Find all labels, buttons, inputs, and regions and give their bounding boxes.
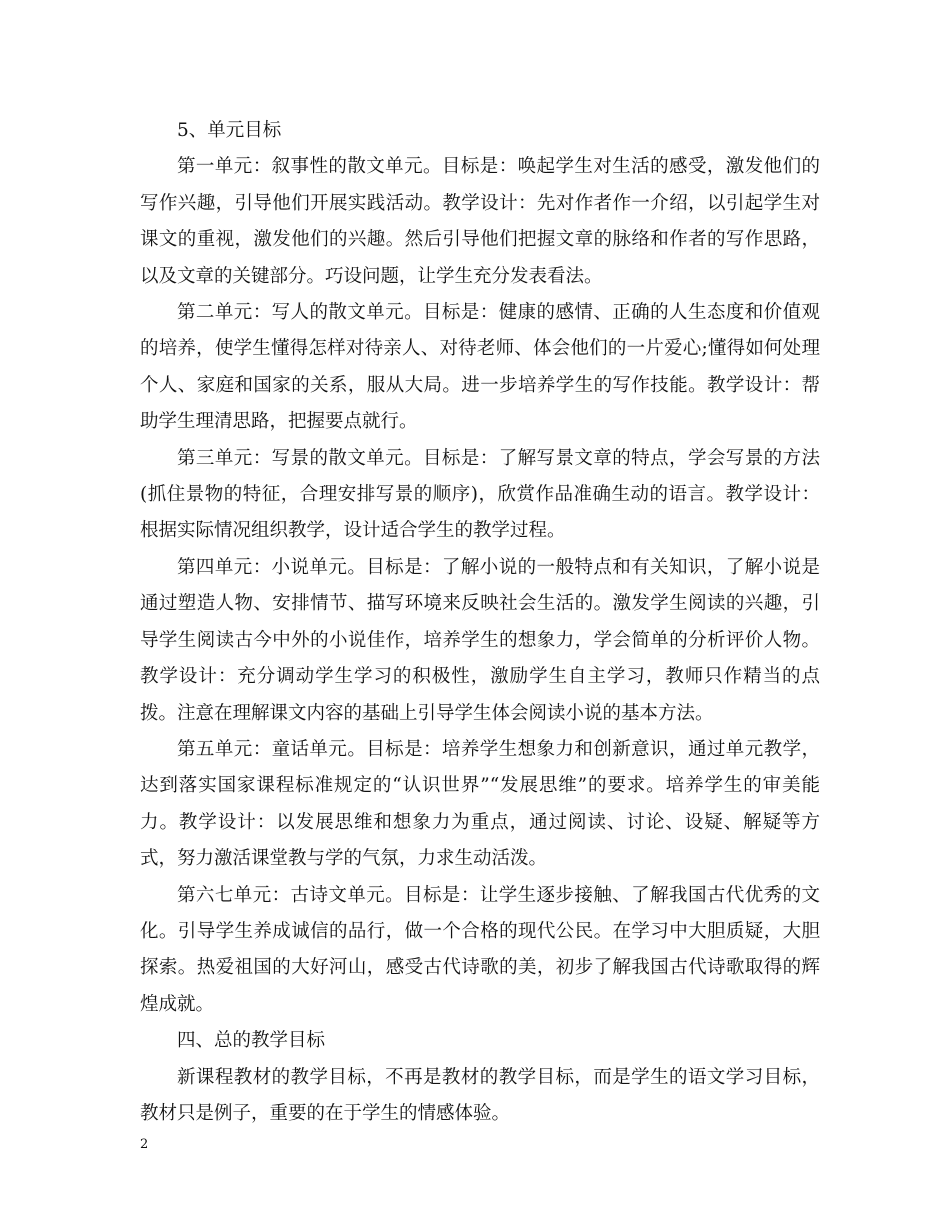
paragraph-unit-6-7: 第六七单元：古诗文单元。目标是：让学生逐步接触、了解我国古代优秀的文化。引导学生养成诚信的品行，做一个合格的现代公民。在学习中大胆质疑，大胆探索。热爱祖国的大好河山，感受古代诗歌的美，初步了解我国古代诗歌取得的辉煌成就。	[140, 884, 820, 1015]
page-number: 2	[140, 1137, 149, 1152]
paragraph-unit-4: 第四单元：小说单元。目标是：了解小说的一般特点和有关知识，了解小说是通过塑造人物、安排情节、描写环境来反映社会生活的。激发学生阅读的兴趣，引导学生阅读古今中外的小说佳作，培养学生的想象力，学会简单的分析评价人物。教学设计：充分调动学生学习的积极性，激励学生自主学习，教师只作精当的点拨。注意在理解课文内容的基础上引导学生体会阅读小说的基本方法。	[140, 556, 820, 724]
paragraph-unit-2: 第二单元：写人的散文单元。目标是：健康的感情、正确的人生态度和价值观的培养，使学生懂得怎样对待亲人、对待老师、体会他们的一片爱心;懂得如何处理个人、家庭和国家的关系，服从大局。进一步培养学生的写作技能。教学设计：帮助学生理清思路，把握要点就行。	[140, 302, 820, 433]
document-body	[140, 113, 820, 1132]
paragraph-unit-1: 第一单元：叙事性的散文单元。目标是：唤起学生对生活的感受，激发他们的写作兴趣，引导他们开展实践活动。教学设计：先对作者作一介绍，以引起学生对课文的重视，激发他们的兴趣。然后引导他们把握文章的脉络和作者的写作思路，以及文章的关键部分。巧设问题，让学生充分发表看法。	[140, 156, 820, 287]
paragraph-unit-3: 第三单元：写景的散文单元。目标是：了解写景文章的特点，学会写景的方法(抓住景物的特征，合理安排写景的顺序)，欣赏作品准确生动的语言。教学设计：根据实际情况组织教学，设计适合学生的教学过程。	[140, 447, 820, 542]
paragraph-overall-goals: 新课程教材的教学目标，不再是教材的教学目标，而是学生的语文学习目标，教材只是例子，重要的在于学生的情感体验。	[140, 1066, 820, 1124]
paragraph-unit-5: 第五单元：童话单元。目标是：培养学生想象力和创新意识，通过单元教学，达到落实国家课程标准规定的“认识世界”“发展思维”的要求。培养学生的审美能力。教学设计：以发展思维和想象力为重点，通过阅读、讨论、设疑、解疑等方式，努力激活课堂教与学的气氛，力求生动活泼。	[140, 738, 820, 870]
section-heading-unit-goals: 5、单元目标	[177, 120, 282, 141]
section-heading-overall-goals: 四、总的教学目标	[177, 1030, 326, 1052]
